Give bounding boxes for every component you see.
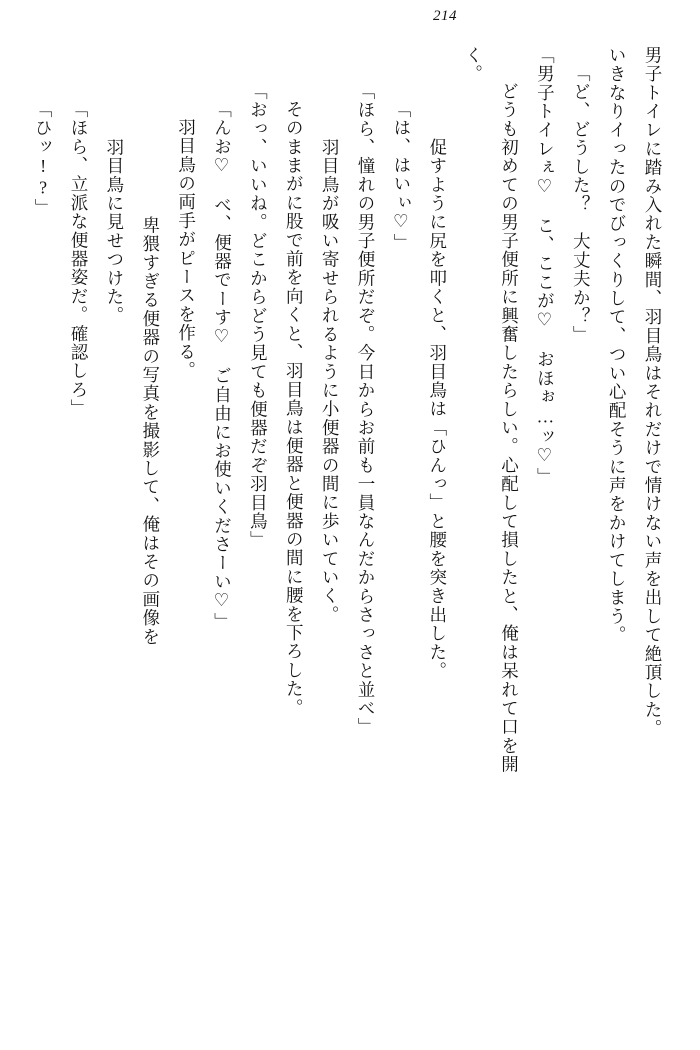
- text-line: 「ほら、立派な便器姿だ。確認しろ」: [69, 100, 89, 418]
- text-line: 「ど、どうした？ 大丈夫か？」: [571, 64, 592, 345]
- vertical-body-text: [30, 46, 670, 1026]
- text-line: 「男子トイレぇ♡ こ、ここが♡ おほぉ…ッ♡」: [535, 46, 556, 487]
- text-line: 「おっ、いいね。どこからどう見ても便器だぞ羽目鳥」: [248, 82, 269, 550]
- text-line: 卑猥すぎる便器の写真を撮影して、俺はその画像を: [140, 216, 161, 647]
- text-line: 「んお♡ べ、便器でーす♡ ご自由にお使いくださーい♡」: [212, 100, 233, 632]
- text-line: く。: [463, 46, 484, 84]
- text-line: どうも初めての男子便所に興奮したらしい。心配して損したと、俺は呆れて口を開: [499, 82, 520, 774]
- page-text-frame: [30, 46, 670, 1026]
- text-line: 羽目鳥が吸い寄せられるように小便器の間に歩いていく。: [320, 138, 341, 625]
- text-line: 「ほら、憧れの男子便所だぞ。今日からお前も一員なんだからさっさと並べ」: [356, 82, 376, 737]
- text-line: 羽目鳥に見せつけた。: [104, 138, 125, 325]
- text-line: いきなりイったのでびっくりして、つい心配そうに声をかけてしまう。: [607, 46, 628, 645]
- text-line: 促すように尻を叩くと、羽目鳥は「ひんっ」と腰を突き出した。: [427, 138, 448, 681]
- page-number: 214: [433, 8, 457, 24]
- text-line: 「は、はいぃ♡」: [391, 100, 412, 253]
- page-header: [0, 8, 700, 25]
- text-line: 男子トイレに踏み入れた瞬間、羽目鳥はそれだけで情けない声を出して絶頂した。: [643, 46, 663, 738]
- text-line: 「ひッ!?」: [33, 100, 54, 218]
- text-line: そのままがに股で前を向くと、羽目鳥は便器と便器の間に腰を下ろした。: [284, 100, 305, 718]
- text-line: 羽目鳥の両手がピースを作る。: [176, 118, 197, 380]
